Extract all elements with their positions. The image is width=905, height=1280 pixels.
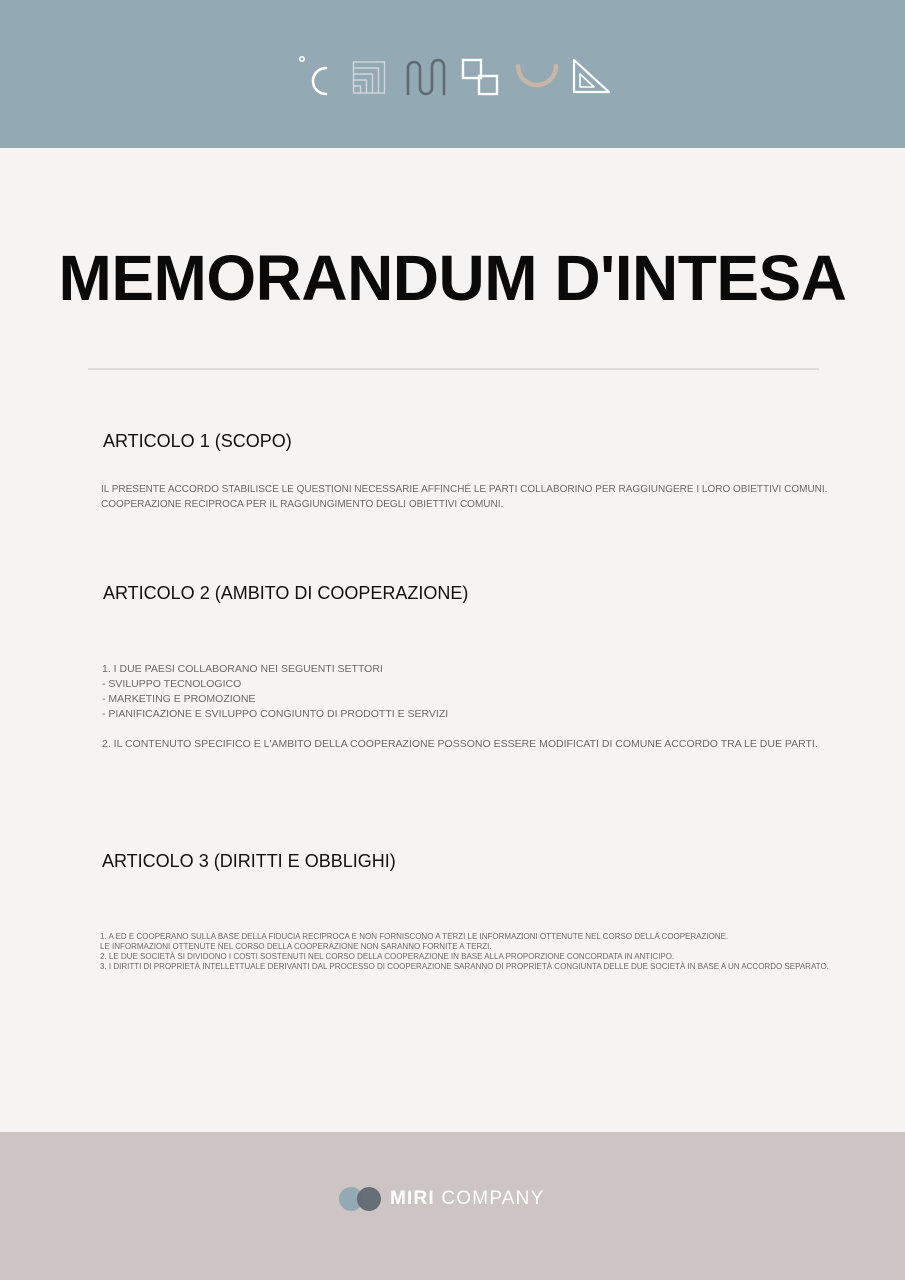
title-divider — [88, 368, 819, 370]
article-2-line: - MARKETING E PROMOZIONE — [102, 693, 256, 705]
article-3-line: 1. A ED E COOPERANO SULLA BASE DELLA FIDUCIA RECIPROCA E NON FORNISCONO A TERZI LE INFORMAZIONI OTTENUTE NEL CORSO DELLA COOPERAZIONE. — [100, 932, 729, 941]
brand-dot-right — [357, 1187, 381, 1211]
article-1-line: IL PRESENTE ACCORDO STABILISCE LE QUESTIONI NECESSARIE AFFINCHÉ LE PARTI COLLABORINO PER RAGGIUNGERE I LORO OBIETTIVI COMUNI. — [101, 484, 828, 495]
article-2-line: 1. I DUE PAESI COLLABORANO NEI SEGUENTI SETTORI — [102, 663, 383, 675]
article-3-body — [100, 932, 829, 972]
triangle-ruler-icon — [572, 54, 612, 100]
article-2-line: - SVILUPPO TECNOLOGICO — [102, 678, 242, 690]
article-3-line: 3. I DIRITTI DI PROPRIETÀ INTELLETTUALE DERIVANTI DAL PROCESSO DI COOPERAZIONE SARANNO DI PROPRIETÀ CONGIUNTA DELLE DUE SOCIETÀ IN BASE A UN ACCORDO SEPARATO. — [100, 962, 829, 971]
header-icon-row — [296, 54, 612, 100]
brand-logo — [339, 1186, 544, 1212]
brand-name-bold: MIRI — [390, 1188, 435, 1209]
nested-squares-icon — [352, 54, 388, 100]
celsius-arc-icon — [296, 54, 332, 100]
article-2-heading: ARTICOLO 2 (AMBITO DI COOPERAZIONE) — [103, 583, 469, 603]
article-2-line: - PIANIFICAZIONE E SVILUPPO CONGIUNTO DI PRODOTTI E SERVIZI — [102, 708, 449, 720]
article-3-line: LE INFORMAZIONI OTTENUTE NEL CORSO DELLA COOPERAZIONE NON SARANNO FORNITE A TERZI. — [100, 942, 492, 951]
article-2-body — [102, 662, 818, 752]
header-band — [0, 0, 905, 148]
article-3-heading: ARTICOLO 3 (DIRITTI E OBBLIGHI) — [102, 851, 396, 871]
brand-name — [390, 1188, 544, 1210]
page-title: MEMORANDUM D'INTESA — [58, 242, 847, 314]
brand-name-light: COMPANY — [441, 1188, 545, 1209]
brand-dots-icon — [339, 1186, 383, 1212]
article-1-body — [101, 482, 827, 512]
article-1-line: COOPERAZIONE RECIPROCA PER IL RAGGIUNGIMENTO DEGLI OBIETTIVI COMUNI. — [101, 499, 504, 510]
article-2-line: 2. IL CONTENUTO SPECIFICO E L'AMBITO DELLA COOPERAZIONE POSSONO ESSERE MODIFICATI DI COMUNE ACCORDO TRA LE DUE PARTI. — [102, 738, 818, 750]
article-3-line: 2. LE DUE SOCIETÀ SI DIVIDONO I COSTI SOSTENUTI NEL CORSO DELLA COOPERAZIONE IN BASE ALLA PROPORZIONE CONCORDATA IN ANTICIPO. — [100, 952, 675, 961]
stepped-squares-icon — [461, 54, 501, 100]
wave-icon — [406, 54, 448, 100]
u-arc-icon — [515, 54, 559, 100]
article-1-heading: ARTICOLO 1 (SCOPO) — [103, 431, 292, 451]
